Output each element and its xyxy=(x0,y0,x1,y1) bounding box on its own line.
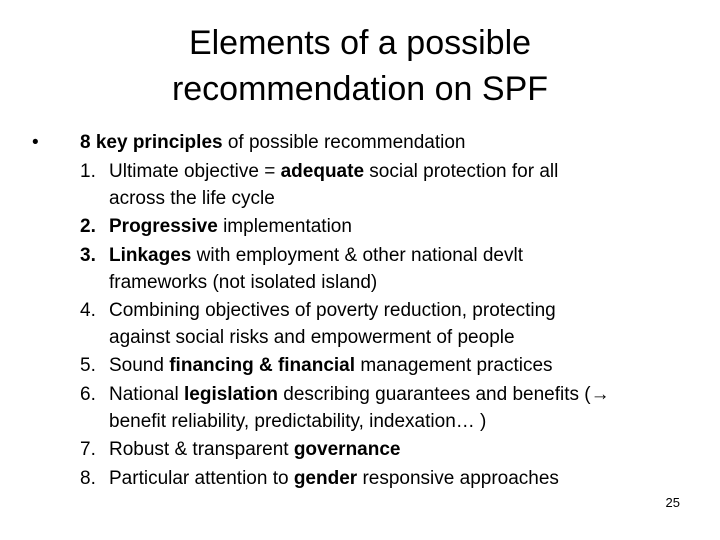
principle-number: 8. xyxy=(80,468,96,489)
principle-number: 1. xyxy=(80,161,96,182)
principle-text: social protection for all xyxy=(364,161,559,182)
bullet-text: of possible recommendation xyxy=(222,132,466,153)
principle-text: responsive approaches xyxy=(357,468,559,489)
principle-bold-text: Linkages xyxy=(109,245,192,266)
principle-number: 3. xyxy=(80,245,96,266)
principles-list xyxy=(32,157,712,493)
principle-text: Combining objectives of poverty reduction, protecting xyxy=(109,300,556,321)
principle-continuation: benefit reliability, predictability, indexation… ) xyxy=(109,411,487,432)
bullet-item xyxy=(32,128,712,157)
principle-number: 6. xyxy=(80,384,96,405)
principle-item-8 xyxy=(80,464,712,493)
principle-continuation: frameworks (not isolated island) xyxy=(109,272,378,293)
principle-text: implementation xyxy=(217,216,352,237)
principle-bold-text: governance xyxy=(293,439,401,460)
principle-bold-text: legislation xyxy=(184,384,278,405)
principle-text: National xyxy=(109,384,184,405)
principle-item-7 xyxy=(80,435,712,464)
principle-item-5 xyxy=(80,351,712,380)
principle-text: describing guarantees and benefits ( xyxy=(277,384,591,405)
principle-number: 4. xyxy=(80,300,96,321)
principle-text: with employment & other national devlt xyxy=(191,245,523,266)
principle-text: Particular attention to xyxy=(109,468,294,489)
slide-title-line-2: recommendation on SPF xyxy=(171,70,549,108)
principle-item-6 xyxy=(80,380,712,435)
principle-bold-text: adequate xyxy=(280,161,365,182)
principle-bold-text: gender xyxy=(293,468,358,489)
principle-number: 2. xyxy=(80,216,96,237)
slide-title-line-1: Elements of a possible xyxy=(188,24,532,62)
principle-bold-text: Progressive xyxy=(109,216,218,237)
principle-text: Ultimate objective = xyxy=(109,161,281,182)
slide-content xyxy=(32,128,712,493)
principle-number: 5. xyxy=(80,355,96,376)
principle-bold-text: financing & financial xyxy=(169,355,356,376)
slide-number: 25 xyxy=(665,495,680,510)
bullet-bold-text: 8 key principles xyxy=(80,132,223,153)
right-arrow-icon: → xyxy=(590,384,610,405)
principle-continuation: across the life cycle xyxy=(109,188,275,209)
principle-text: management practices xyxy=(355,355,553,376)
principle-item-4 xyxy=(80,296,712,351)
bullet-icon: • xyxy=(32,132,39,153)
principle-item-1 xyxy=(80,157,712,212)
principle-item-2 xyxy=(80,212,712,241)
principle-continuation: against social risks and empowerment of people xyxy=(109,327,515,348)
principle-item-3 xyxy=(80,241,712,296)
slide-title xyxy=(0,20,720,112)
principle-number: 7. xyxy=(80,439,96,460)
principle-text: Sound xyxy=(109,355,170,376)
principle-text: Robust & transparent xyxy=(109,439,294,460)
